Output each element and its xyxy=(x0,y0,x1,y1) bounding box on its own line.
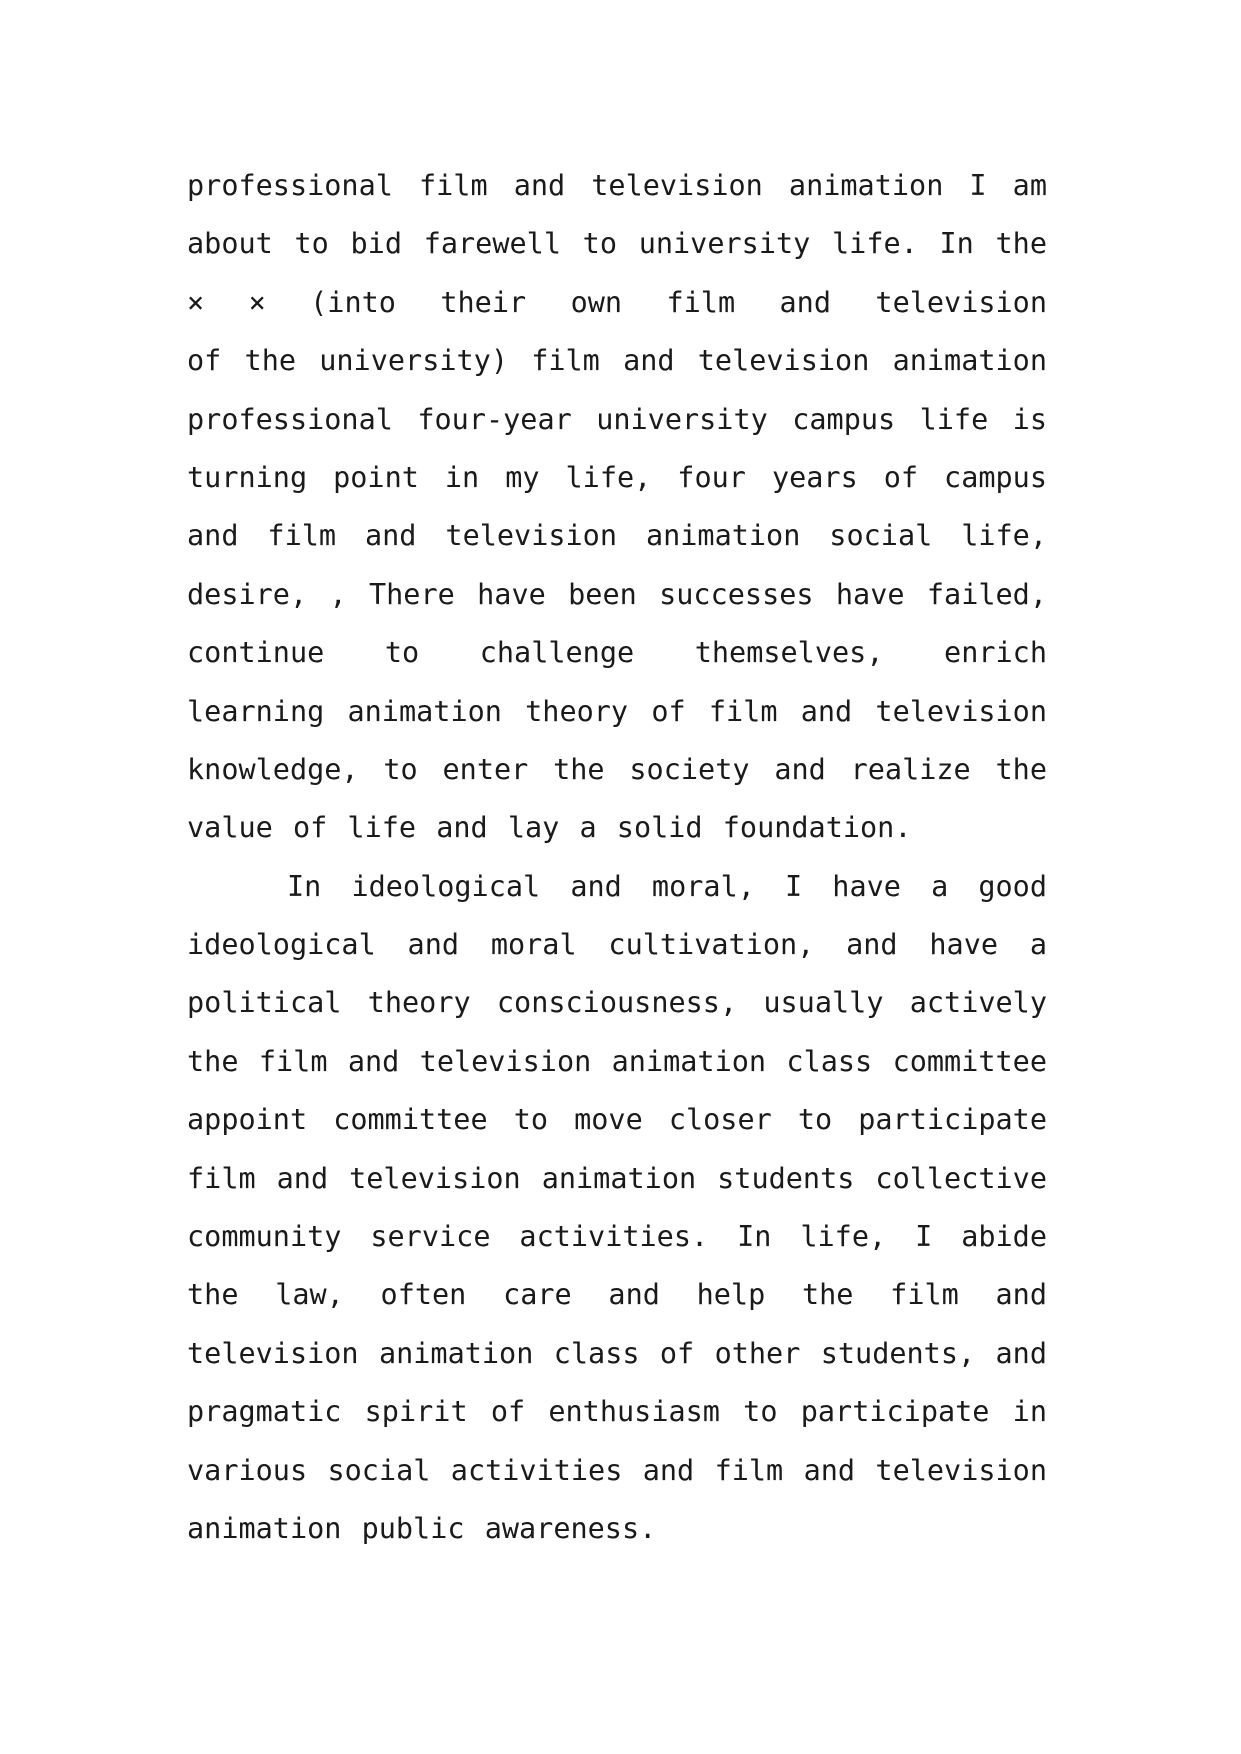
text-line: value of life and lay a solid foundation. xyxy=(187,811,912,845)
text-line: animation public awareness. xyxy=(187,1511,657,1545)
text-line: In ideological and moral, I have a good xyxy=(287,869,1047,903)
text-line: various social activities and film and television xyxy=(187,1453,1047,1487)
text-line: ideological and moral cultivation, and have a xyxy=(187,928,1047,962)
text-line: learning animation theory of film and television xyxy=(187,694,1047,728)
text-line: professional four-year university campus life is xyxy=(187,402,1047,436)
text-line: film and television animation students collective xyxy=(187,1161,1047,1195)
text-line: about to bid farewell to university life. In the xyxy=(187,227,1047,261)
text-line: × × (into their own film and television xyxy=(187,285,1047,319)
text-line: and film and television animation social life, xyxy=(187,519,1047,553)
text-line: the law, often care and help the film and xyxy=(187,1278,1047,1312)
text-line: turning point in my life, four years of campus xyxy=(187,460,1047,494)
text-line: pragmatic spirit of enthusiasm to participate in xyxy=(187,1395,1047,1429)
text-line: knowledge, to enter the society and realize the xyxy=(187,752,1047,786)
text-line: professional film and television animation I am xyxy=(187,169,1047,202)
text-line: the film and television animation class committee xyxy=(187,1044,1047,1078)
text-line: continue to challenge themselves, enrich xyxy=(187,636,1047,670)
text-line: appoint committee to move closer to participate xyxy=(187,1103,1047,1137)
text-line: television animation class of other students, and xyxy=(187,1336,1047,1370)
body-text xyxy=(187,157,1047,1558)
text-line: of the university) film and television animation xyxy=(187,344,1047,378)
text-line: political theory consciousness, usually actively xyxy=(187,986,1047,1020)
text-line: desire, , There have been successes have failed, xyxy=(187,577,1047,611)
text-line: community service activities. In life, I abide xyxy=(187,1220,1047,1254)
